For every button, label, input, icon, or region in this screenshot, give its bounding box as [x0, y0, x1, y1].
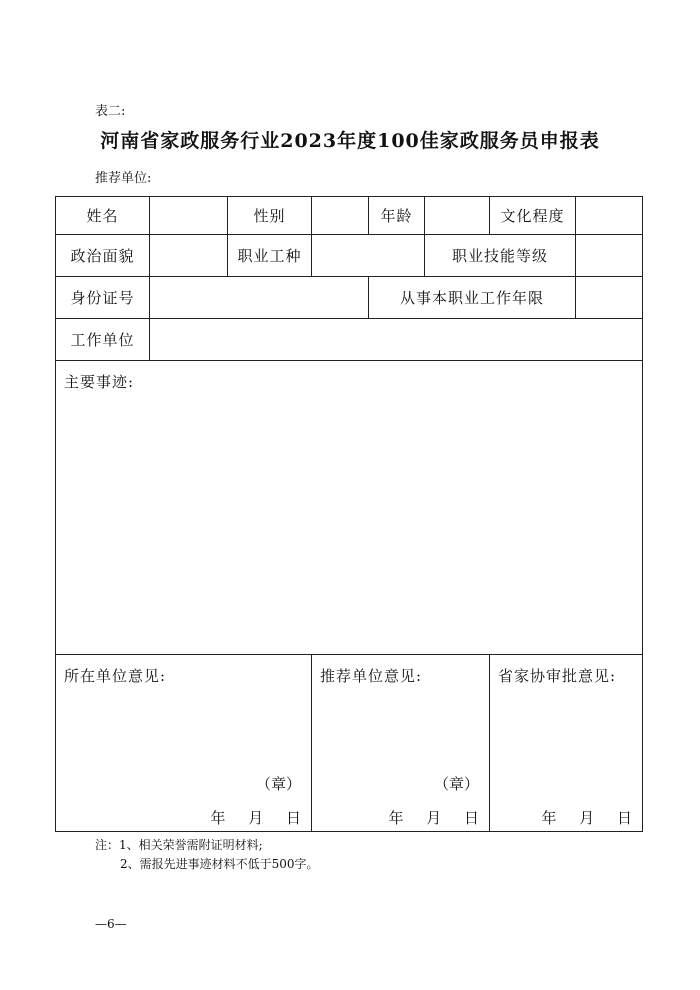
unit-date-label: 年 月 日 — [210, 809, 301, 827]
work-years-field[interactable] — [576, 277, 643, 319]
work-unit-field[interactable] — [150, 319, 643, 361]
education-field[interactable] — [576, 197, 643, 235]
form-title: 河南省家政服务行业2023年度100佳家政服务员申报表 — [100, 130, 600, 152]
skill-level-field[interactable] — [576, 235, 643, 277]
recommender-seal-label: （章） — [433, 775, 479, 793]
name-field[interactable] — [150, 197, 228, 235]
note-line-1: 注：1、相关荣誉需附证明材料; — [95, 838, 263, 852]
page-number: —6— — [95, 917, 127, 931]
main-deeds-label: 主要事迹: — [64, 373, 135, 391]
age-label: 年龄 — [369, 197, 425, 235]
main-deeds-area[interactable] — [56, 361, 643, 655]
job-type-field[interactable] — [312, 235, 425, 277]
application-form — [55, 196, 643, 832]
age-field[interactable] — [425, 197, 490, 235]
political-status-label: 政治面貌 — [56, 235, 150, 277]
recommender-opinion-label: 推荐单位意见: — [320, 667, 423, 685]
name-label: 姓名 — [56, 197, 150, 235]
job-type-label: 职业工种 — [228, 235, 312, 277]
political-status-field[interactable] — [150, 235, 228, 277]
province-opinion-box[interactable] — [490, 655, 643, 832]
id-number-field[interactable] — [150, 277, 369, 319]
education-label: 文化程度 — [490, 197, 576, 235]
recommender-date-label: 年 月 日 — [388, 809, 479, 827]
id-number-label: 身份证号 — [56, 277, 150, 319]
work-years-label: 从事本职业工作年限 — [369, 277, 576, 319]
work-unit-label: 工作单位 — [56, 319, 150, 361]
province-opinion-label: 省家协审批意见: — [498, 667, 617, 685]
unit-seal-label: （章） — [255, 775, 301, 793]
gender-label: 性别 — [228, 197, 312, 235]
unit-opinion-label: 所在单位意见: — [64, 667, 167, 685]
skill-level-label: 职业技能等级 — [425, 235, 576, 277]
table-caption: 表二: — [95, 104, 126, 119]
recommender-opinion-box[interactable] — [312, 655, 490, 832]
note-line-2: 2、需报先进事迹材料不低于500字。 — [120, 857, 319, 871]
recommender-label: 推荐单位: — [95, 171, 152, 186]
province-date-label: 年 月 日 — [541, 809, 633, 827]
unit-opinion-box[interactable] — [56, 655, 312, 832]
gender-field[interactable] — [312, 197, 369, 235]
